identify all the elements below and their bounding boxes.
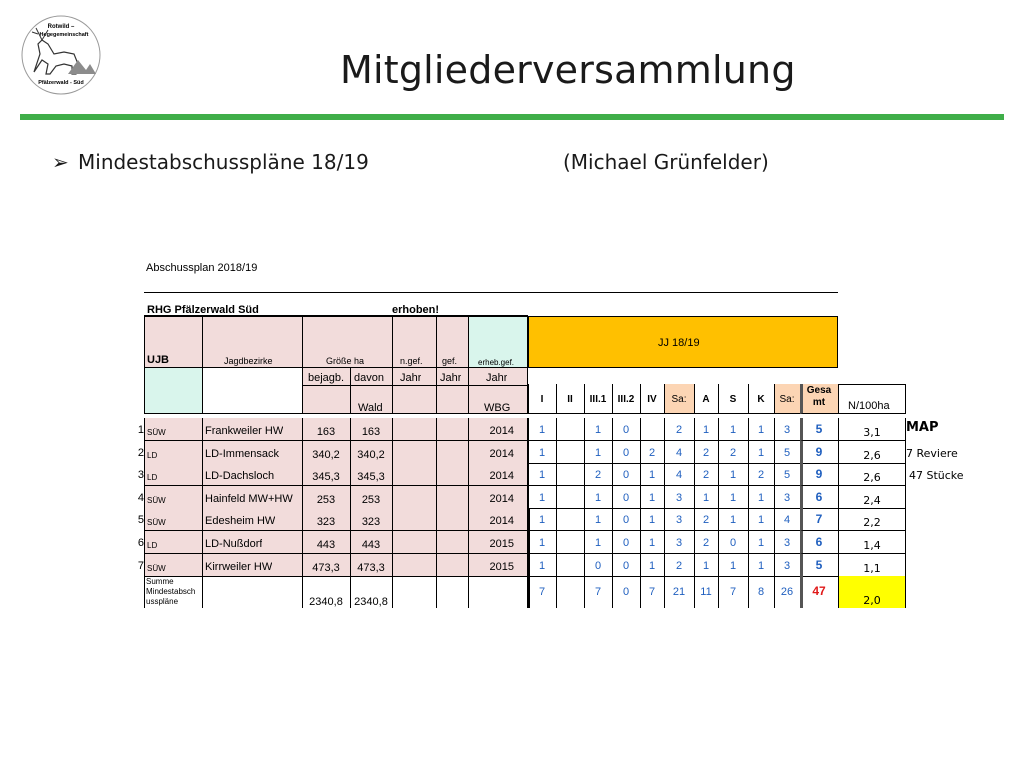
row-value: 0 xyxy=(622,424,630,436)
row-value: 1 xyxy=(538,492,546,504)
jagdbezirke-header: Jagdbezirke xyxy=(224,356,273,366)
row-value: 0 xyxy=(622,492,630,504)
row-value: 0 xyxy=(594,560,602,572)
row-number: 7 xyxy=(137,560,144,572)
row-value: 1 xyxy=(538,537,546,549)
row-value-cell xyxy=(640,418,664,441)
row-gesamt: 5 xyxy=(815,558,823,572)
row-number: 1 xyxy=(137,424,144,436)
ujb-header: UJB xyxy=(147,354,170,366)
col-header: A xyxy=(702,394,710,405)
row-value: 1 xyxy=(538,424,546,436)
gesamt-header: Gesa mt xyxy=(806,385,832,408)
row-bejagb: 253 xyxy=(316,494,336,506)
row-value: 2 xyxy=(729,447,737,459)
row-wbg: 2014 xyxy=(489,493,514,505)
sum-value: 7 xyxy=(648,586,656,598)
row-value: 1 xyxy=(757,424,765,436)
bejagb-header: bejagb. xyxy=(308,372,345,384)
logo-line2: Hegegemeinschaft xyxy=(39,32,89,38)
sum-bejagb: 2340,8 xyxy=(309,596,343,608)
row-number: 6 xyxy=(137,537,144,549)
row-value-cell xyxy=(556,554,584,577)
row-ujb: LD xyxy=(147,541,158,550)
row-number: 3 xyxy=(137,469,144,481)
row-name: Frankweiler HW xyxy=(205,425,284,437)
sum-ngef-bg xyxy=(392,576,436,608)
sum-label-2: Mindestabsch xyxy=(146,587,196,596)
sum-value: 11 xyxy=(700,586,712,598)
jagd-sub-bg xyxy=(202,368,302,414)
row-value: 3 xyxy=(675,514,683,526)
n100-header: N/100ha xyxy=(848,400,890,412)
row-ujb: SÜW xyxy=(147,518,166,527)
row-gesamt: 7 xyxy=(815,512,823,526)
sum-value: 21 xyxy=(672,586,686,598)
row-value: 1 xyxy=(594,537,602,549)
row-value: 2 xyxy=(702,537,710,549)
row-value: 1 xyxy=(729,424,737,436)
side-note: 47 Stücke xyxy=(909,469,964,482)
row-wald: 163 xyxy=(361,426,381,438)
row-value: 1 xyxy=(729,514,737,526)
row-value: 0 xyxy=(622,537,630,549)
row-gef-bg xyxy=(436,418,468,441)
row-ngef-bg xyxy=(392,441,436,464)
row-wbg: 2014 xyxy=(489,470,514,482)
row-value: 2 xyxy=(702,469,710,481)
row-ngef-bg xyxy=(392,418,436,441)
row-n100: 2,6 xyxy=(863,449,881,462)
row-n100: 2,6 xyxy=(863,471,881,484)
col-header: S xyxy=(729,394,737,405)
row-wald: 253 xyxy=(361,494,381,506)
row-value: 1 xyxy=(648,469,656,481)
col-header: II xyxy=(567,394,573,405)
wbg-header: WBG xyxy=(484,402,511,414)
row-value: 1 xyxy=(757,514,765,526)
sum-value: 7 xyxy=(594,586,602,598)
erhebgef-header: erheb.gef. xyxy=(478,358,515,367)
row-value: 4 xyxy=(675,447,683,459)
arrow-bullet-icon: ➢ xyxy=(52,150,69,174)
row-value: 0 xyxy=(622,447,630,459)
row-gesamt: 6 xyxy=(815,490,823,504)
row-value: 1 xyxy=(594,514,602,526)
ngef-header: n.gef. xyxy=(400,356,423,366)
row-value: 2 xyxy=(757,469,765,481)
row-n100: 3,1 xyxy=(863,426,881,439)
row-value: 0 xyxy=(729,537,737,549)
sum-label-1: Summe xyxy=(146,577,174,586)
row-value: 1 xyxy=(538,514,546,526)
row-number: 5 xyxy=(137,514,144,526)
row-gef-bg xyxy=(436,463,468,486)
row-n100: 2,2 xyxy=(863,516,881,529)
row-value: 0 xyxy=(622,560,630,572)
row-value: 1 xyxy=(594,424,602,436)
row-n100: 1,4 xyxy=(863,539,881,552)
row-gef-bg xyxy=(436,441,468,464)
row-value: 1 xyxy=(648,560,656,572)
col-header: IV xyxy=(647,394,657,405)
row-value: 1 xyxy=(757,537,765,549)
row-gesamt: 9 xyxy=(815,445,823,459)
sum-wbg-bg xyxy=(468,576,528,608)
side-note: MAP xyxy=(906,420,939,435)
sum-value: 0 xyxy=(622,586,630,598)
row-value: 1 xyxy=(538,560,546,572)
ujb-sub-bg xyxy=(144,368,202,414)
row-bejagb: 345,3 xyxy=(312,471,340,483)
row-wbg: 2014 xyxy=(489,448,514,460)
col-header: K xyxy=(757,394,765,405)
row-wald: 443 xyxy=(361,539,381,551)
row-ujb: LD xyxy=(147,473,158,482)
row-gesamt: 6 xyxy=(815,535,823,549)
row-ujb: SÜW xyxy=(147,496,166,505)
row-ngef-bg xyxy=(392,508,436,531)
row-ngef-bg xyxy=(392,554,436,577)
row-gesamt: 5 xyxy=(815,422,823,436)
row-value: 2 xyxy=(675,424,683,436)
row-n100: 1,1 xyxy=(863,562,881,575)
row-value: 1 xyxy=(757,492,765,504)
row-value: 1 xyxy=(757,447,765,459)
row-value: 1 xyxy=(538,447,546,459)
right-top-rule xyxy=(528,292,838,293)
row-value: 1 xyxy=(594,492,602,504)
presenter-name: (Michael Grünfelder) xyxy=(563,150,769,174)
row-name: LD-Nußdorf xyxy=(205,538,263,550)
bullet-line xyxy=(52,150,369,174)
row-value-cell xyxy=(556,508,584,531)
logo-line3: Pfälzerwald - Süd xyxy=(38,80,84,86)
right-block-rule xyxy=(527,508,530,608)
row-value: 3 xyxy=(675,537,683,549)
row-gef-bg xyxy=(436,486,468,509)
row-wbg: 2014 xyxy=(489,425,514,437)
row-bejagb: 473,3 xyxy=(312,562,340,574)
row-value: 2 xyxy=(675,560,683,572)
row-ujb: SÜW xyxy=(147,428,166,437)
sum-label-3: usspläne xyxy=(146,597,179,606)
jahr3-header: Jahr xyxy=(486,372,508,384)
row-value: 2 xyxy=(702,514,710,526)
org-name: RHG Pfälzerwald Süd xyxy=(147,304,259,316)
row-value: 2 xyxy=(648,447,656,459)
row-n100: 2,4 xyxy=(863,494,881,507)
jahr2-header: Jahr xyxy=(440,372,462,384)
row-value: 1 xyxy=(702,424,710,436)
row-value: 3 xyxy=(783,560,791,572)
bullet-text: Mindestabschusspläne 18/19 xyxy=(78,150,369,174)
sum-name-bg xyxy=(202,576,302,608)
row-bejagb: 340,2 xyxy=(312,449,340,461)
col-header: III.2 xyxy=(617,394,635,405)
row-value: 3 xyxy=(675,492,683,504)
row-value-cell xyxy=(556,463,584,486)
jahr1-header: Jahr xyxy=(400,372,422,384)
row-bejagb: 323 xyxy=(316,516,336,528)
row-name: Edesheim HW xyxy=(205,515,276,527)
page-title: Mitgliederversammlung xyxy=(340,48,796,92)
row-value: 1 xyxy=(648,537,656,549)
row-ngef-bg xyxy=(392,463,436,486)
erhoben-label: erhoben! xyxy=(392,304,440,316)
row-bejagb: 163 xyxy=(316,426,336,438)
row-value: 2 xyxy=(594,469,602,481)
sum-value: 7 xyxy=(538,586,546,598)
row-wald: 473,3 xyxy=(357,562,385,574)
row-name: LD-Dachsloch xyxy=(205,470,275,482)
row-gef-bg xyxy=(436,554,468,577)
row-value: 1 xyxy=(729,469,737,481)
row-name: Kirrweiler HW xyxy=(205,561,273,573)
row-value: 0 xyxy=(622,514,630,526)
row-value-cell xyxy=(556,486,584,509)
col-header: I xyxy=(540,394,544,405)
row-wald: 340,2 xyxy=(357,449,385,461)
col-header: Sa: xyxy=(779,394,795,405)
row-ngef-bg xyxy=(392,486,436,509)
row-name: LD-Immensack xyxy=(205,448,279,460)
sum-n100: 2,0 xyxy=(863,594,881,607)
row-value: 4 xyxy=(675,469,683,481)
sum-gesamt: 47 xyxy=(812,584,826,598)
row-number: 2 xyxy=(137,447,144,459)
gef-sub xyxy=(436,386,468,414)
row-ngef-bg xyxy=(392,531,436,554)
row-value: 0 xyxy=(622,469,630,481)
row-wbg: 2014 xyxy=(489,515,514,527)
sum-value: 7 xyxy=(729,586,737,598)
club-logo xyxy=(20,14,102,96)
davon-header: davon xyxy=(354,372,384,384)
plan-caption: Abschussplan 2018/19 xyxy=(146,262,258,274)
row-ujb: SÜW xyxy=(147,564,166,573)
row-wald: 323 xyxy=(361,516,381,528)
row-value: 1 xyxy=(729,560,737,572)
row-value: 3 xyxy=(783,537,791,549)
row-wbg: 2015 xyxy=(489,561,514,573)
ngef-sub xyxy=(392,386,436,414)
wald-header: Wald xyxy=(358,402,383,414)
row-name: Hainfeld MW+HW xyxy=(205,493,293,505)
row-value: 1 xyxy=(757,560,765,572)
row-value: 1 xyxy=(729,492,737,504)
sum-value: 26 xyxy=(780,586,794,598)
sum-wald: 2340,8 xyxy=(354,596,388,608)
row-gesamt: 9 xyxy=(815,467,823,481)
row-value: 1 xyxy=(702,492,710,504)
bejagb-sub xyxy=(302,386,350,414)
col-header: III.1 xyxy=(589,394,607,405)
row-value: 5 xyxy=(783,447,791,459)
row-value: 1 xyxy=(648,514,656,526)
row-gef-bg xyxy=(436,531,468,554)
row-value: 4 xyxy=(783,514,791,526)
row-bejagb: 443 xyxy=(316,539,336,551)
groesse-header: Größe ha xyxy=(326,356,365,366)
row-gef-bg xyxy=(436,508,468,531)
row-number: 4 xyxy=(137,492,144,504)
col-header: Sa: xyxy=(671,394,687,405)
row-value-cell xyxy=(556,418,584,441)
row-value: 1 xyxy=(538,469,546,481)
row-wald: 345,3 xyxy=(357,471,385,483)
row-wbg: 2015 xyxy=(489,538,514,550)
row-value: 3 xyxy=(783,492,791,504)
gef-header: gef. xyxy=(442,356,458,366)
row-ujb: LD xyxy=(147,451,158,460)
row-value-cell xyxy=(556,441,584,464)
sum-value: 8 xyxy=(757,586,765,598)
sum-gef-bg xyxy=(436,576,468,608)
row-value: 1 xyxy=(648,492,656,504)
row-value: 1 xyxy=(702,560,710,572)
sum-value-cell xyxy=(556,576,584,608)
side-note: 7 Reviere xyxy=(906,447,958,460)
row-value: 3 xyxy=(783,424,791,436)
title-divider xyxy=(20,114,1004,120)
jj-header: JJ 18/19 xyxy=(658,337,700,349)
row-value: 2 xyxy=(702,447,710,459)
row-value: 1 xyxy=(594,447,602,459)
row-value: 5 xyxy=(783,469,791,481)
logo-line1: Rotwild – xyxy=(47,24,75,30)
row-value-cell xyxy=(556,531,584,554)
